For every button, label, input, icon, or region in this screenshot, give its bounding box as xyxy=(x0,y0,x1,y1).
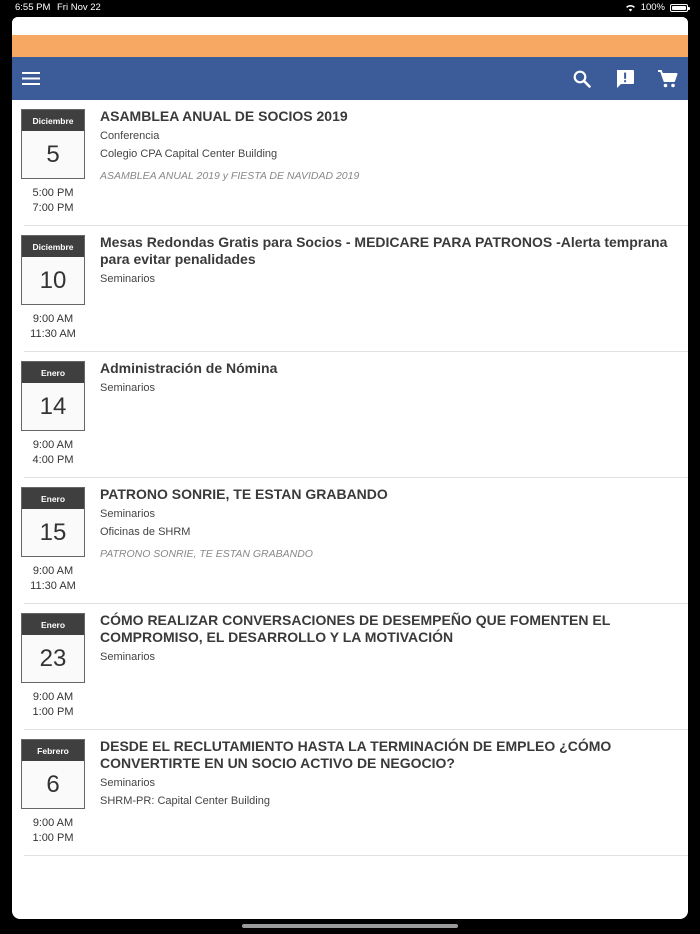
cart-icon xyxy=(657,69,678,89)
calendar-badge xyxy=(21,235,85,305)
event-month: Enero xyxy=(22,488,84,509)
event-times xyxy=(21,312,85,341)
event-category: Seminarios xyxy=(100,382,156,394)
menu-button[interactable] xyxy=(18,57,44,100)
battery-percent: 100% xyxy=(640,2,665,13)
calendar-badge xyxy=(21,361,85,431)
event-times xyxy=(21,186,85,215)
event-location: SHRM-PR: Capital Center Building xyxy=(100,795,270,807)
status-date: Fri Nov 22 xyxy=(57,2,101,13)
event-end-time: 4:00 PM xyxy=(32,453,74,466)
battery-icon xyxy=(670,4,688,12)
event-category: Seminarios xyxy=(100,651,156,663)
event-day: 6 xyxy=(46,770,60,798)
event-end-time: 11:30 AM xyxy=(30,579,76,592)
event-times xyxy=(21,564,85,593)
event-title: Mesas Redondas Gratis para Socios - MEDICARE PARA PATRONOS -Alerta temprana para evitar penalidades xyxy=(100,234,668,267)
event-month: Diciembre xyxy=(22,110,84,131)
event-start-time: 9:00 AM xyxy=(32,313,74,325)
event-title: PATRONO SONRIE, TE ESTAN GRABANDO xyxy=(100,486,388,502)
event-start-time: 9:00 AM xyxy=(32,691,74,703)
event-start-time: 9:00 AM xyxy=(32,565,74,577)
event-info xyxy=(100,738,674,808)
event-location: Colegio CPA Capital Center Building xyxy=(100,148,278,160)
calendar-badge xyxy=(21,487,85,557)
event-day: 23 xyxy=(39,644,67,672)
event-day: 5 xyxy=(46,140,60,168)
event-item[interactable] xyxy=(24,226,688,352)
search-icon xyxy=(573,70,591,88)
event-end-time: 11:30 AM xyxy=(30,327,76,340)
status-right xyxy=(625,2,688,13)
event-category: Seminarios xyxy=(100,508,156,520)
event-title: DESDE EL RECLUTAMIENTO HASTA LA TERMINACIÓN DE EMPLEO ¿CÓMO CONVERTIRTE EN UN SOCIO ACTIVO DE NEGOCIO? xyxy=(100,738,612,771)
app-window xyxy=(12,17,688,919)
accent-bar xyxy=(12,35,688,57)
event-end-time: 1:00 PM xyxy=(32,705,74,718)
event-item[interactable] xyxy=(24,730,688,856)
event-month: Diciembre xyxy=(22,236,84,257)
event-day: 10 xyxy=(39,266,67,294)
event-title: Administración de Nómina xyxy=(100,360,278,376)
event-times xyxy=(21,438,85,467)
event-day: 14 xyxy=(39,392,67,420)
event-end-time: 1:00 PM xyxy=(32,831,74,844)
navbar xyxy=(12,57,688,100)
alert-icon xyxy=(615,69,635,89)
calendar-badge xyxy=(21,109,85,179)
home-indicator[interactable] xyxy=(242,924,458,928)
event-times xyxy=(21,690,85,719)
event-title: ASAMBLEA ANUAL DE SOCIOS 2019 xyxy=(100,108,348,124)
event-end-time: 7:00 PM xyxy=(32,201,74,214)
event-start-time: 5:00 PM xyxy=(32,187,74,199)
event-description: ASAMBLEA ANUAL 2019 y FIESTA DE NAVIDAD 2019 xyxy=(100,170,360,182)
event-item[interactable] xyxy=(24,478,688,604)
event-info xyxy=(100,612,674,664)
event-list xyxy=(12,100,688,856)
cart-button[interactable] xyxy=(654,57,680,100)
event-info xyxy=(100,108,674,183)
calendar-badge xyxy=(21,739,85,809)
event-month: Enero xyxy=(22,362,84,383)
status-time: 6:55 PM xyxy=(15,2,51,13)
event-title: CÓMO REALIZAR CONVERSACIONES DE DESEMPEÑO QUE FOMENTEN EL COMPROMISO, EL DESARROLLO Y LA MOTIVACIÓN xyxy=(100,612,611,645)
alert-button[interactable] xyxy=(613,57,637,100)
event-day: 15 xyxy=(39,518,67,546)
calendar-badge xyxy=(21,613,85,683)
search-button[interactable] xyxy=(570,57,594,100)
event-times xyxy=(21,816,85,845)
event-category: Seminarios xyxy=(100,273,156,285)
event-category: Seminarios xyxy=(100,777,156,789)
event-month: Febrero xyxy=(22,740,84,761)
event-month: Enero xyxy=(22,614,84,635)
event-start-time: 9:00 AM xyxy=(32,817,74,829)
event-info xyxy=(100,360,674,395)
event-description: PATRONO SONRIE, TE ESTAN GRABANDO xyxy=(100,548,313,560)
event-item[interactable] xyxy=(24,100,688,226)
top-spacer xyxy=(12,17,688,35)
event-item[interactable] xyxy=(24,604,688,730)
event-item[interactable] xyxy=(24,352,688,478)
event-start-time: 9:00 AM xyxy=(32,439,74,451)
menu-icon xyxy=(22,72,40,85)
event-location: Oficinas de SHRM xyxy=(100,526,191,538)
status-bar xyxy=(0,0,700,16)
event-category: Conferencia xyxy=(100,130,160,142)
wifi-icon xyxy=(625,4,636,12)
event-info xyxy=(100,486,674,561)
event-info xyxy=(100,234,674,286)
